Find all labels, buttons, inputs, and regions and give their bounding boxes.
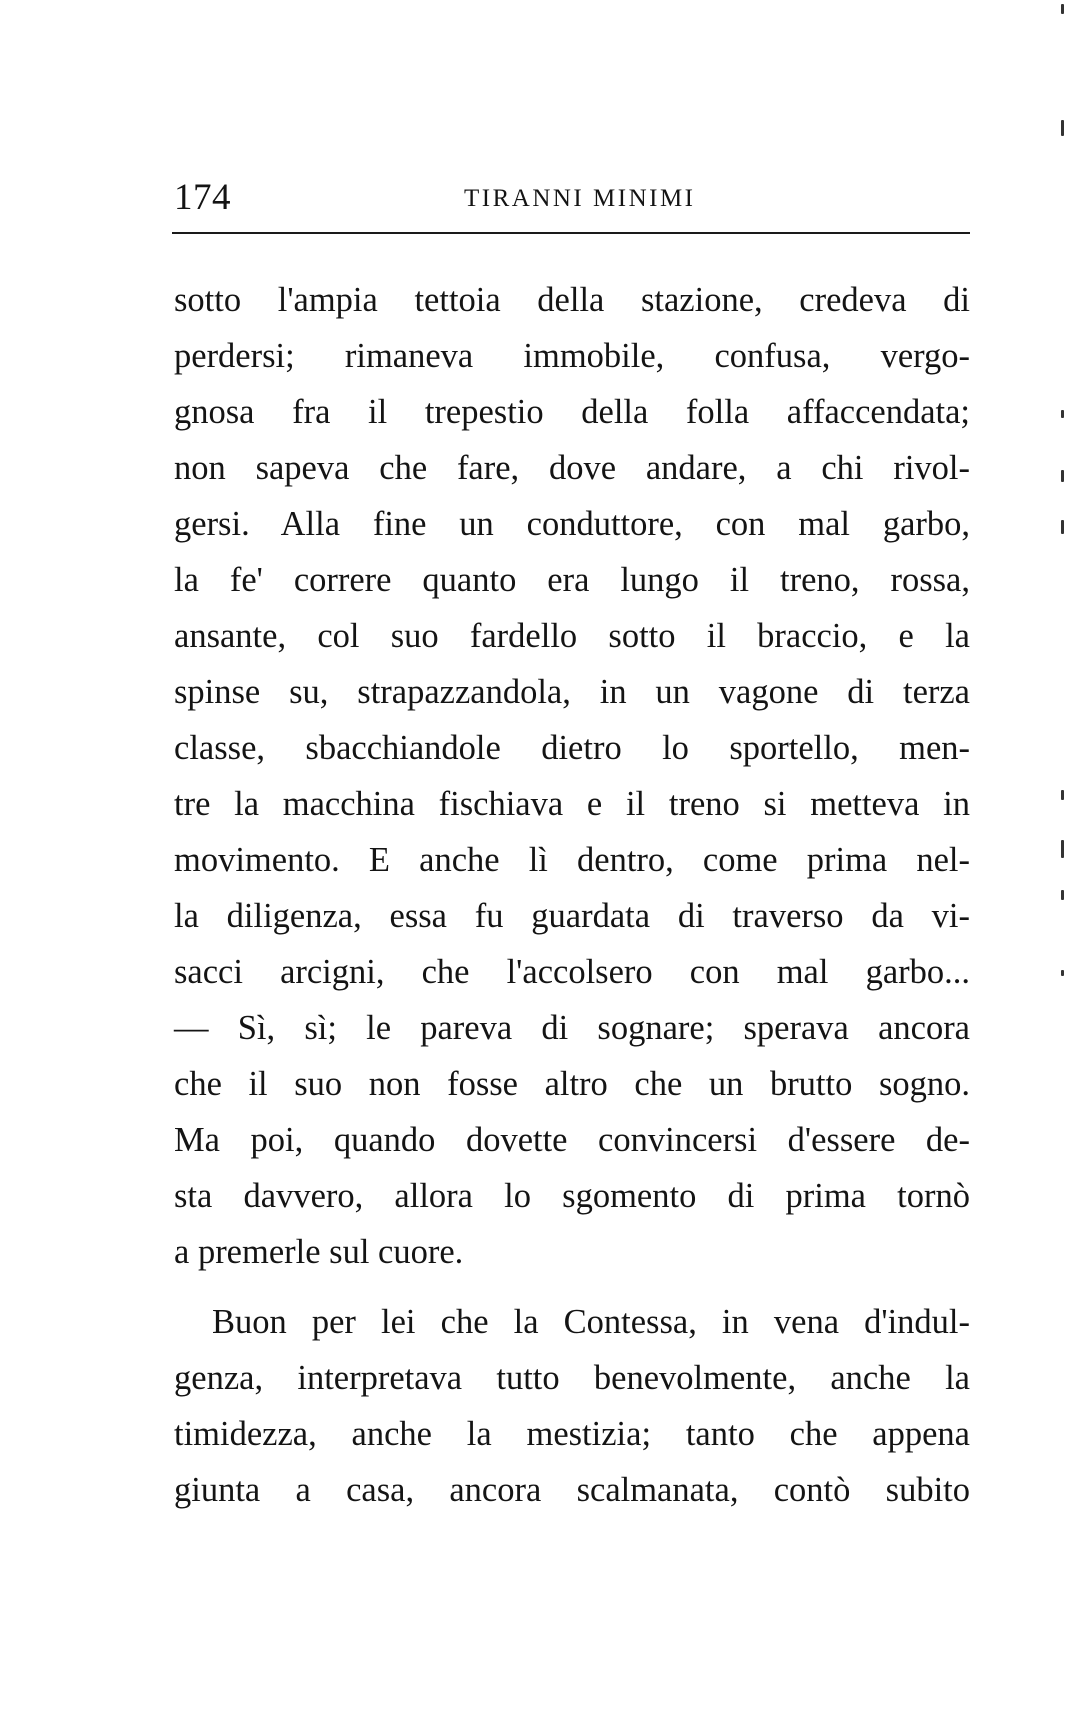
scan-mark: [1061, 890, 1064, 900]
text-line: classe, sbacchiandole dietro lo sportello, men-: [174, 729, 970, 767]
text-line: — Sì, sì; le pareva di sognare; sperava ancora: [174, 1009, 970, 1047]
scan-mark: [1061, 4, 1064, 14]
text-line: genza, interpretava tutto benevolmente, anche la: [174, 1359, 970, 1397]
text-line: la fe' correre quanto era lungo il treno, rossa,: [174, 561, 970, 599]
scan-mark: [1061, 840, 1064, 858]
paragraph-1: [174, 272, 970, 1000]
text-line: tre la macchina fischiava e il treno si metteva in: [174, 785, 970, 823]
scan-mark: [1061, 470, 1064, 482]
text-line: gnosa fra il trepestio della folla affaccendata;: [174, 393, 970, 431]
running-title: TIRANNI MINIMI: [464, 185, 696, 212]
paragraph-3: [174, 1294, 970, 1518]
text-line: a premerle sul cuore.: [174, 1233, 464, 1271]
scan-mark: [1061, 410, 1064, 418]
paragraph-gap: [174, 1280, 970, 1294]
text-line: giunta a casa, ancora scalmanata, contò subito: [174, 1471, 970, 1509]
text-line: ansante, col suo fardello sotto il braccio, e la: [174, 617, 970, 655]
body-text: [174, 272, 970, 1518]
scan-edge-marks: [1054, 0, 1066, 1716]
scan-mark: [1061, 520, 1064, 534]
text-line: perdersi; rimaneva immobile, confusa, vergo-: [174, 337, 970, 375]
scan-mark: [1061, 120, 1064, 136]
text-line: Ma poi, quando dovette convincersi d'essere de-: [174, 1121, 970, 1159]
text-line: gersi. Alla fine un conduttore, con mal garbo,: [174, 505, 970, 543]
text-line: sacci arcigni, che l'accolsero con mal garbo...: [174, 953, 970, 991]
page-header: [174, 172, 970, 222]
text-line: non sapeva che fare, dove andare, a chi rivol-: [174, 449, 970, 487]
text-line: movimento. E anche lì dentro, come prima nel-: [174, 841, 970, 879]
scan-mark: [1061, 970, 1064, 976]
scan-mark: [1061, 790, 1064, 800]
text-line: sta davvero, allora lo sgomento di prima tornò: [174, 1177, 970, 1215]
text-line: Buon per lei che la Contessa, in vena d'indul-: [212, 1303, 970, 1341]
text-line: la diligenza, essa fu guardata di traverso da vi-: [174, 897, 970, 935]
paragraph-2: [174, 1000, 970, 1280]
page-number: 174: [174, 177, 231, 218]
text-line: spinse su, strapazzandola, in un vagone di terza: [174, 673, 970, 711]
text-line: sotto l'ampia tettoia della stazione, credeva di: [174, 281, 970, 319]
text-line: timidezza, anche la mestizia; tanto che appena: [174, 1415, 970, 1453]
text-line: che il suo non fosse altro che un brutto sogno.: [174, 1065, 970, 1103]
header-rule: [172, 232, 970, 234]
